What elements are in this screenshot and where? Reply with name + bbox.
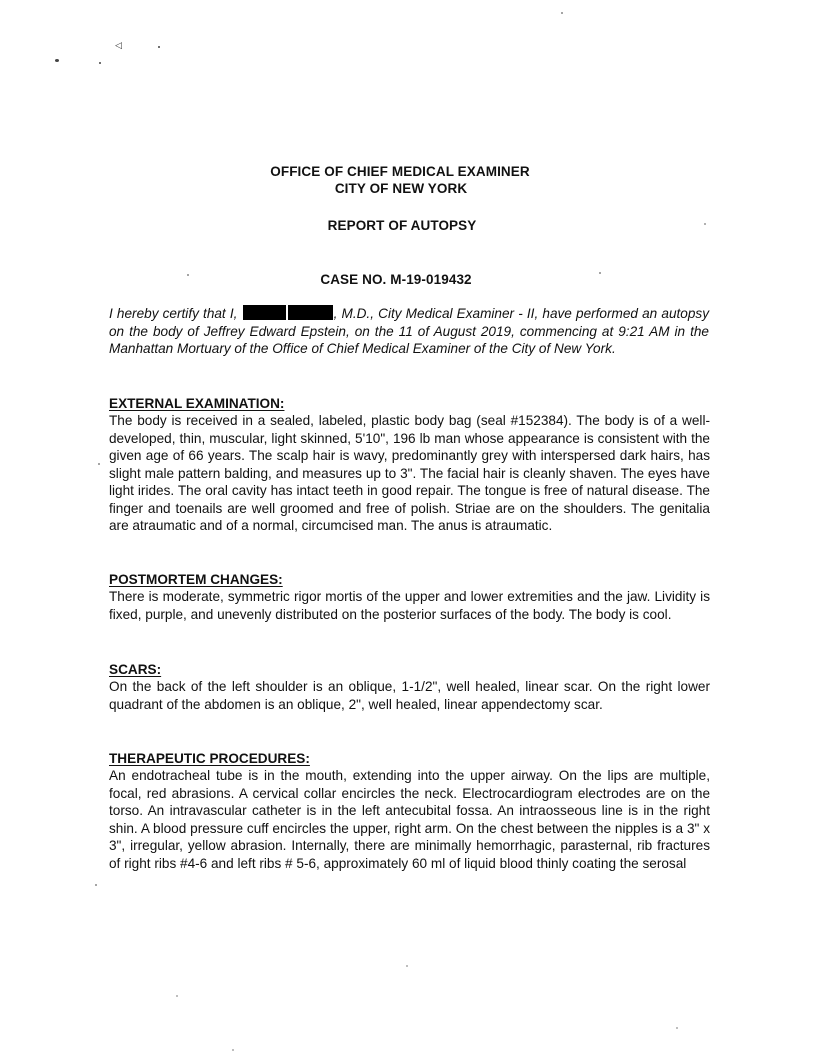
scan-speck [55, 59, 59, 62]
external-examination-section [109, 395, 710, 535]
city-title: CITY OF NEW YORK [334, 181, 468, 196]
scan-speck [561, 12, 563, 14]
scan-speck [98, 463, 100, 465]
scan-speck [158, 46, 160, 48]
scan-speck [406, 965, 408, 967]
scars-section [109, 661, 710, 713]
section-heading: THERAPEUTIC PROCEDURES: [109, 751, 310, 766]
section-body: The body is received in a sealed, labeled, plastic body bag (seal #152384). The body is of a well-developed, thin, muscular, light skinned, 5'10", 196 lb man whose appearance is consistent with the given age of 66 years. The scalp hair is wavy, predominantly grey with interspersed dark hairs, has slight male pattern balding, and measures up to 3". The facial hair is cleanly shaven. The eyes have light irides. The oral cavity has intact teeth in good repair. The tongue is free of natural disease. The finger and toenails are well groomed and free of polish. Striae are on the shoulders. The genitalia are atraumatic and of a normal, circumcised man. The anus is atraumatic. [109, 413, 710, 533]
office-title: OFFICE OF CHIEF MEDICAL EXAMINER [270, 164, 530, 179]
certification-paragraph [109, 305, 709, 358]
therapeutic-procedures-section [109, 750, 710, 872]
redaction-block [288, 305, 333, 320]
section-heading: EXTERNAL EXAMINATION: [109, 396, 285, 411]
section-heading: POSTMORTEM CHANGES: [109, 572, 283, 587]
certification-lead: I hereby certify that I, [109, 306, 238, 321]
report-title: REPORT OF AUTOPSY [327, 218, 477, 233]
certification-text: , M.D., City Medical Examiner - II, have performed an autopsy on the body of Jeffrey Edward Epstein, on the 11 of August 2019, commencing at 9:21 AM in the Manhattan Mortuary of the Office of Chief Medical Examiner of the City of New York. [109, 306, 709, 356]
redaction-block [243, 305, 286, 320]
scan-speck [176, 995, 178, 997]
postmortem-changes-section [109, 571, 710, 623]
section-body: On the back of the left shoulder is an oblique, 1-1/2", well healed, linear scar. On the right lower quadrant of the abdomen is an oblique, 2", well healed, linear appendectomy scar. [109, 679, 710, 712]
section-body: An endotracheal tube is in the mouth, extending into the upper airway. On the lips are multiple, focal, red abrasions. A cervical collar encircles the neck. Electrocardiogram electrodes are on the torso. An intravascular catheter is in the left antecubital fossa. An intraosseous line is in the right shin. A blood pressure cuff encircles the upper, right arm. On the chest between the nipples is a 3" x 3", irregular, yellow abrasion. Internally, there are minimally hemorrhagic, parasternal, rib fractures of right ribs #4-6 and left ribs # 5-6, approximately 60 ml of liquid blood thinly coating the serosal [109, 768, 710, 871]
scan-speck [676, 1027, 678, 1029]
section-heading: SCARS: [109, 662, 162, 677]
scan-mark: ◁ [115, 40, 122, 50]
scan-speck [99, 62, 101, 64]
scan-speck [232, 1049, 234, 1051]
section-body: There is moderate, symmetric rigor mortis of the upper and lower extremities and the jaw. Lividity is fixed, purple, and unevenly distributed on the posterior surfaces of the body. The body is cool. [109, 589, 710, 622]
case-number: CASE NO. M-19-019432 [320, 272, 472, 287]
scan-speck [95, 884, 97, 886]
